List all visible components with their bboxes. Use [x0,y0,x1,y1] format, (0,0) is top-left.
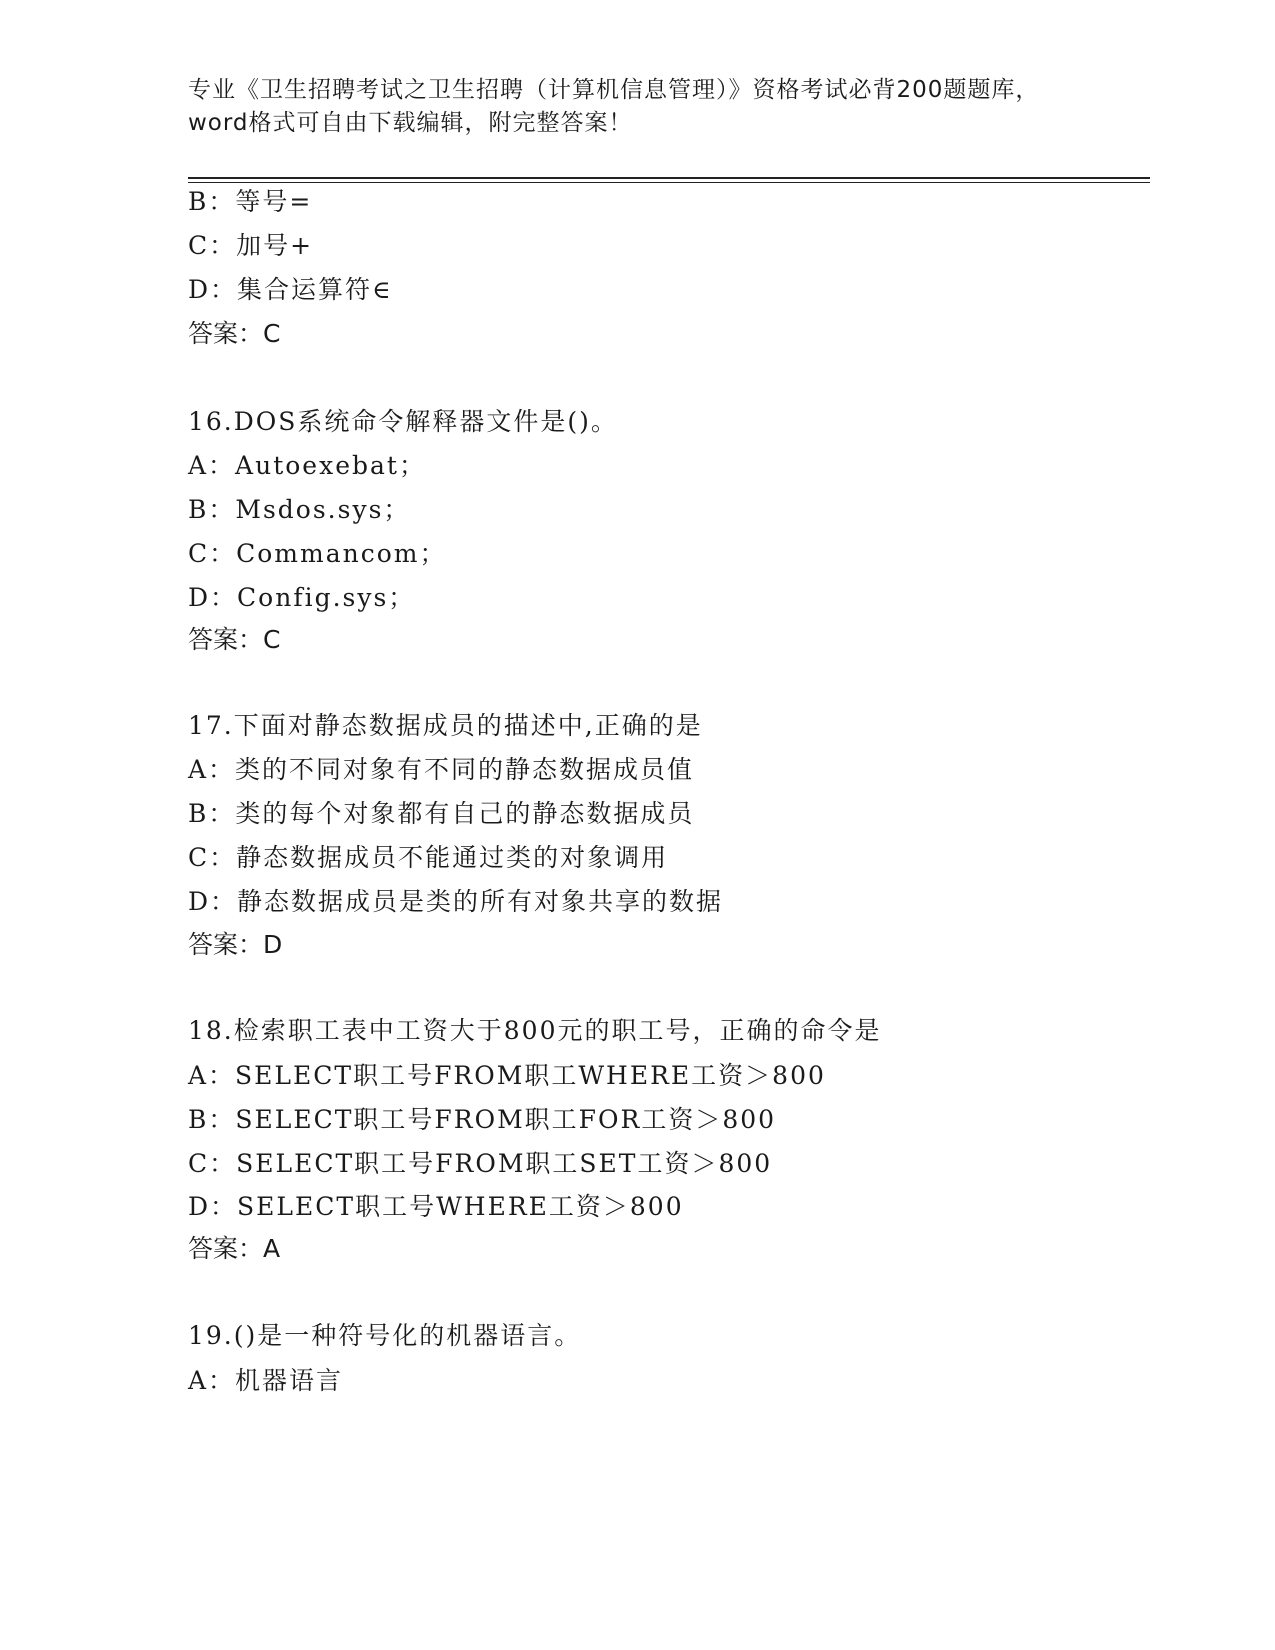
q18-option-a: A：SELECT职工号FROM职工WHERE工资＞800 [188,1061,826,1090]
q19-stem: 19.()是一种符号化的机器语言。 [188,1321,582,1350]
document-header [188,74,1148,140]
q15-option-d: D：集合运算符∈ [188,275,393,304]
q16-stem: 16.DOS系统命令解释器文件是()。 [188,407,618,436]
q15-answer: 答案：C [188,319,281,348]
q18-answer: 答案：A [188,1234,281,1263]
q16-option-d: D：Config.sys； [188,583,416,612]
q18-option-d: D：SELECT职工号WHERE工资＞800 [188,1192,684,1221]
q15-option-b: B：等号= [188,187,313,216]
header-title-line2: word格式可自由下载编辑，附完整答案！ [188,110,633,136]
q17-stem: 17.下面对静态数据成员的描述中,正确的是 [188,711,703,740]
q18-stem: 18.检索职工表中工资大于800元的职工号，正确的命令是 [188,1016,882,1045]
q17-option-d: D：静态数据成员是类的所有对象共享的数据 [188,887,724,916]
q17-answer: 答案：D [188,930,283,959]
header-title-line1: 专业《卫生招聘考试之卫生招聘（计算机信息管理）》资格考试必背200题题库， [188,77,1040,103]
q18-option-c: C：SELECT职工号FROM职工SET工资＞800 [188,1149,773,1178]
q16-option-a: A：Autoexebat； [188,451,426,480]
header-divider [188,177,1150,183]
q18-option-b: B：SELECT职工号FROM职工FOR工资＞800 [188,1105,777,1134]
q16-option-c: C：Commancom； [188,539,447,568]
q17-option-c: C：静态数据成员不能通过类的对象调用 [188,843,669,872]
q16-answer: 答案：C [188,625,281,654]
q15-option-c: C：加号+ [188,231,314,260]
q19-option-a: A：机器语言 [188,1366,344,1395]
q17-option-b: B：类的每个对象都有自己的静态数据成员 [188,799,695,828]
q16-option-b: B：Msdos.sys； [188,495,411,524]
q17-option-a: A：类的不同对象有不同的静态数据成员值 [188,755,695,784]
